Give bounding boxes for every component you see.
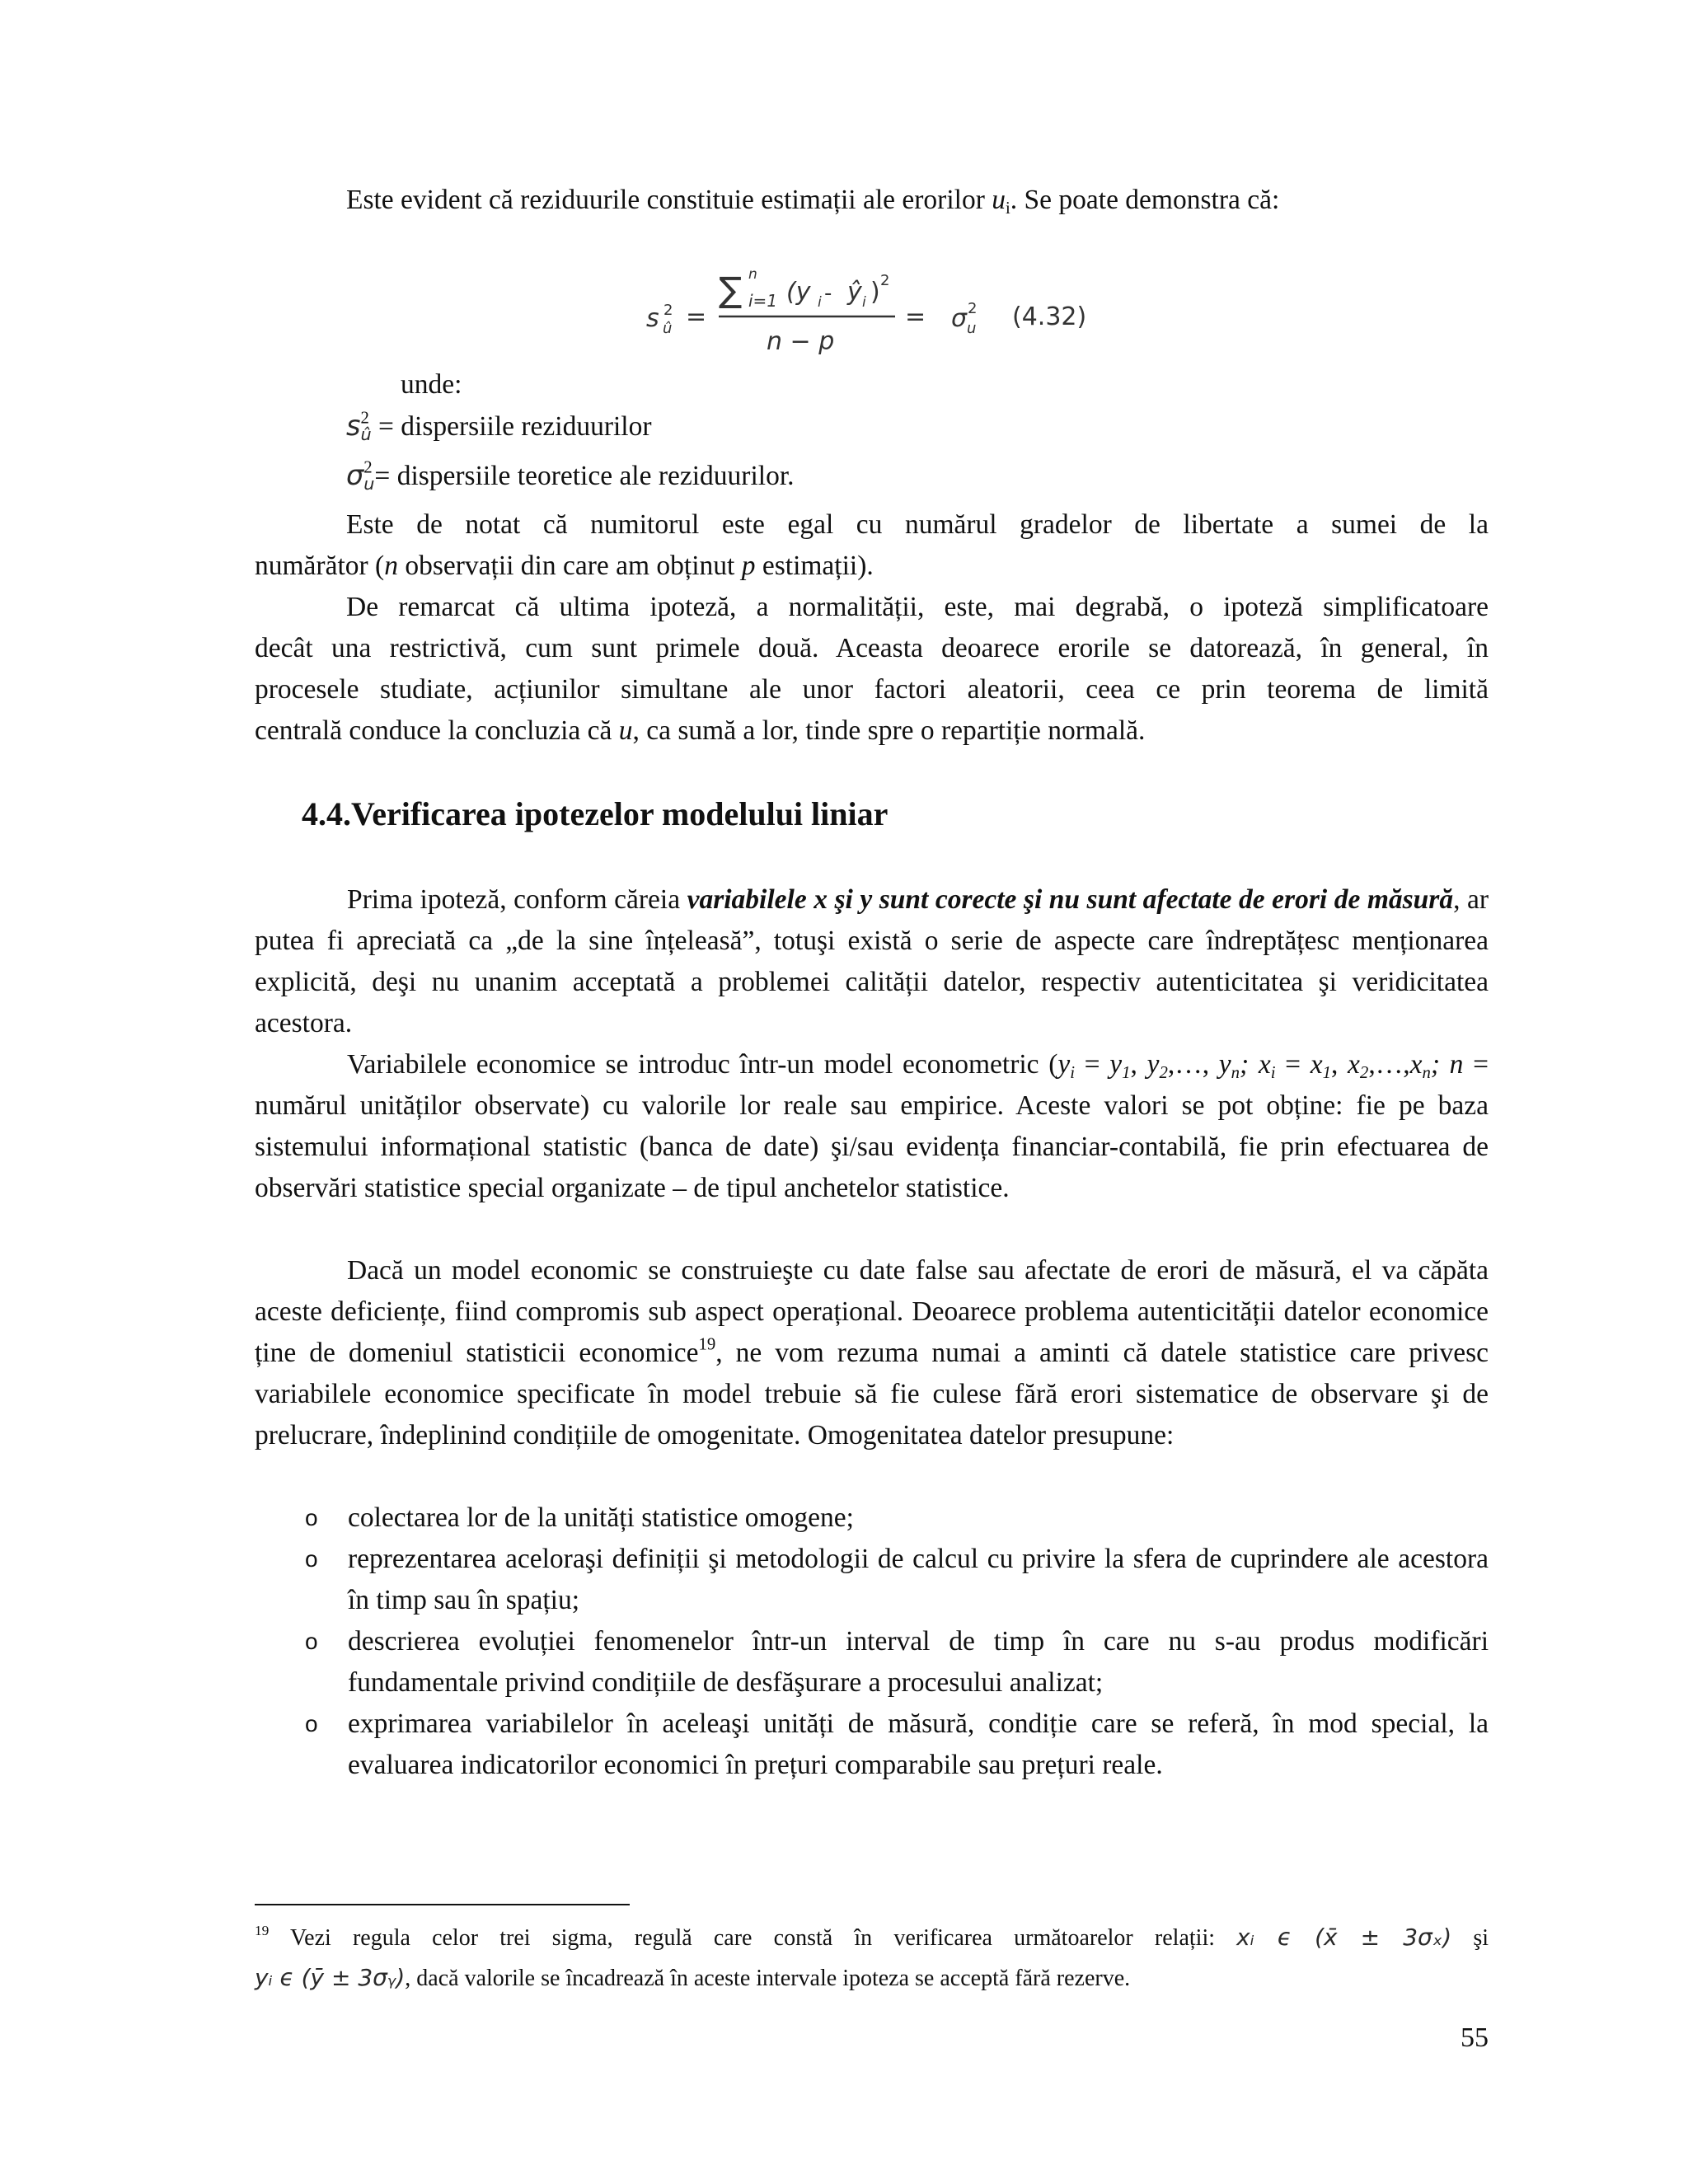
text-run: Variabilele economice se introduc într-un model econometric ( xyxy=(347,1049,1058,1080)
formula-paren-close: ) xyxy=(870,278,880,307)
var-p: p xyxy=(741,551,756,581)
formula-num-exp: 2 xyxy=(880,272,890,289)
text-run: = xyxy=(1275,1049,1311,1080)
text-run: = numărul unităților observate) cu valorile lor reale sau empirice. Aceste valori se pot obține: fie pe baza sistemului informațional statistic (banca de date) şi/sau evidența financiar-contabilă, fie prin efectuarea de observări statistice special organizate – de tipul anchetelor statistice. xyxy=(255,1049,1489,1203)
formula-yhat-sub: i xyxy=(862,294,866,311)
var: y xyxy=(1218,1049,1231,1080)
list-item-text: reprezentarea aceloraşi definiții şi metodologii de calcul cu privire la sfera de cuprindere ale acestora în timp sau în spațiu; xyxy=(348,1544,1489,1615)
def2-symbol: σ xyxy=(346,459,364,491)
formula-rhs-sup: 2 xyxy=(968,300,978,317)
formula-lhs-sub: û xyxy=(663,320,673,337)
formula-denominator: n − p xyxy=(767,327,835,356)
definition-theoretical-variance xyxy=(346,455,1335,497)
text-run: , ar putea fi apreciată ca „de la sine înțeleasă”, totuşi există o serie de aspecte care îndreptățesc menționarea explicită, deşi nu unanim acceptată a problemei calității datelor, respectiv autenticitatea şi veridicitatea acestora. xyxy=(255,884,1489,1038)
var-u: u xyxy=(992,185,1006,215)
emphasis: variabilele x şi y sunt corecte şi nu sunt afectate de erori de măsură xyxy=(687,884,1454,915)
formula-minus: - xyxy=(824,281,832,306)
formula-sum-bottom: i=1 xyxy=(748,291,778,311)
list-item xyxy=(302,1539,1489,1621)
text-run: , xyxy=(1331,1049,1348,1080)
def1-symbol: s xyxy=(346,410,361,442)
formula-4-32 xyxy=(643,265,1104,358)
def2-text: = dispersiile teoretice ale reziduurilor. xyxy=(374,461,795,491)
var: y xyxy=(1146,1049,1160,1080)
text-run: ; xyxy=(1430,1049,1450,1080)
var: y xyxy=(1109,1049,1123,1080)
subscript: n xyxy=(1422,1062,1431,1082)
text-line: procesele studiate, acțiunilor simultane ale unor factori aleatorii, ceea ce prin teorema de limită xyxy=(255,674,1489,705)
text-run: estimații). xyxy=(755,551,874,581)
subscript: i xyxy=(1270,1062,1276,1082)
text-run: , ne vom rezuma numai a aminti că datele statistice care privesc variabilele economice specificate în model trebuie să fie culese fără erori sistematice de observare şi de prelucrare, îndeplinind condițiile de omogenitate. Omogenitatea datelor presupune: xyxy=(255,1338,1489,1451)
var: n xyxy=(1449,1049,1464,1080)
text-run: centrală conduce la concluzia că xyxy=(255,715,619,746)
def2-sup: 2 xyxy=(363,457,373,477)
formula-rhs: σ xyxy=(951,304,968,333)
text-run: observații din care am obținut xyxy=(397,551,742,581)
formula-sum-top: n xyxy=(748,266,757,283)
subscript: 1 xyxy=(1322,1062,1331,1082)
formula-rhs-sub: u xyxy=(967,320,977,337)
text-run: ,…, xyxy=(1167,1049,1219,1080)
footnote-number: 19 xyxy=(255,1922,270,1938)
subscript: n xyxy=(1231,1062,1240,1082)
unde-label: unde: xyxy=(401,369,462,400)
paragraph-data-authenticity xyxy=(255,1250,1489,1456)
var: x xyxy=(1409,1049,1423,1080)
formula-yhat: ŷ xyxy=(847,278,862,307)
text-run: ,…, xyxy=(1368,1049,1410,1080)
var: x xyxy=(1348,1049,1360,1080)
formula-eq1: = xyxy=(686,302,707,331)
bullet-marker: o xyxy=(305,1629,318,1654)
def1-text: = dispersiile reziduurilor xyxy=(371,411,652,442)
subscript: i xyxy=(1005,198,1010,218)
def1-sup: 2 xyxy=(360,408,369,428)
text-line: decât una restrictivă, cum sunt primele două. Aceasta deoarece erorile se datorează, în general, în xyxy=(255,633,1489,663)
paragraph-normality xyxy=(255,587,1489,752)
footnote-line xyxy=(255,1958,1489,1999)
text-run: , ca sumă a lor, tinde spre o repartiție normală. xyxy=(632,715,1146,746)
bullet-marker: o xyxy=(305,1711,318,1736)
footnote-reference[interactable]: 19 xyxy=(698,1334,716,1354)
text-line: Este de notat că numitorul este egal cu numărul gradelor de libertate a sumei de la xyxy=(346,509,1489,540)
page-number: 55 xyxy=(1461,2022,1489,2053)
subscript: 2 xyxy=(1359,1062,1369,1082)
section-heading: 4.4.Verificarea ipotezelor modelului liniar xyxy=(302,795,889,832)
footnote-formula-x: xᵢ ϵ (x̄ ± 3σₓ) xyxy=(1236,1924,1452,1951)
equation-number: (4.32) xyxy=(1012,302,1087,331)
text-run: = xyxy=(1075,1049,1110,1080)
text-run: ; xyxy=(1240,1049,1259,1080)
text-line xyxy=(255,546,1489,587)
var: x xyxy=(1310,1049,1323,1080)
paragraph-degrees-of-freedom xyxy=(255,504,1489,587)
formula-sum-sign: ∑ xyxy=(719,269,743,310)
list-item xyxy=(302,1621,1489,1704)
text-run: şi xyxy=(1451,1925,1489,1951)
formula-num-y: (y xyxy=(786,278,811,307)
subscript: 2 xyxy=(1159,1062,1168,1082)
subscript: i xyxy=(1070,1062,1076,1082)
text-run: Prima ipoteză, conform căreia xyxy=(347,884,687,915)
text-line: De remarcat că ultima ipoteză, a normalității, este, mai degrabă, o ipoteză simplificatoare xyxy=(346,592,1489,622)
list-item xyxy=(302,1704,1489,1786)
text-run: . Se poate demonstra că: xyxy=(1010,185,1280,215)
footnote-separator xyxy=(255,1904,630,1905)
formula-lhs: s xyxy=(646,304,659,333)
formula-num-y-sub: i xyxy=(818,294,822,311)
definition-residual-variance xyxy=(346,405,1335,448)
homogeneity-list xyxy=(302,1497,1489,1786)
formula-svg xyxy=(643,265,1104,358)
text-run: Dacă un model economic se construieşte cu date false sau afectate de erori de măsură, el va căpăta aceste deficiențe, fiind compromis sub aspect operațional. Deoarece problema autenticității datelor economice ține de domeniul statisticii economice xyxy=(255,1255,1489,1368)
list-item-text: exprimarea variabilelor în aceleaşi unități de măsură, condiție care se referă, în mod special, la evaluarea indicatorilor economici în prețuri comparabile sau prețuri reale. xyxy=(348,1708,1489,1780)
text-run: , xyxy=(1130,1049,1147,1080)
var-u: u xyxy=(618,715,633,746)
def1-sub: û xyxy=(360,424,372,444)
formula-lhs-sup: 2 xyxy=(663,302,673,319)
bullet-marker: o xyxy=(305,1505,318,1530)
def2-sub: u xyxy=(363,473,375,494)
paragraph-economic-variables xyxy=(255,1044,1489,1209)
text-run: , dacă valorile se încadrează în aceste intervale ipoteza se acceptă fără rezerve. xyxy=(405,1966,1131,1991)
list-item xyxy=(302,1497,1489,1539)
text-run: numărător ( xyxy=(255,551,385,581)
intro-paragraph xyxy=(346,180,1500,221)
var: y xyxy=(1057,1049,1071,1080)
var-n: n xyxy=(384,551,398,581)
var: x xyxy=(1258,1049,1271,1080)
list-item-text: descrierea evoluției fenomenelor într-un interval de timp în care nu s-au produs modificări fundamentale privind condițiile de desfăşurare a procesului analizat; xyxy=(348,1626,1489,1698)
text-run: Este evident că reziduurile constituie estimații ale erorilor xyxy=(346,185,992,215)
paragraph-first-hypothesis xyxy=(255,879,1489,1044)
text-run: Vezi regula celor trei sigma, regulă care constă în verificarea următoarelor relații: xyxy=(269,1925,1237,1951)
formula-eq2: = xyxy=(905,302,926,331)
list-item-text: colectarea lor de la unități statistice omogene; xyxy=(348,1502,854,1533)
footnote xyxy=(255,1918,1489,1999)
subscript: 1 xyxy=(1122,1062,1131,1082)
text-line xyxy=(255,710,1489,752)
footnote-line xyxy=(255,1918,1489,1958)
footnote-formula-y: yᵢ ϵ (ȳ ± 3σᵧ) xyxy=(255,1964,406,1991)
bullet-marker: o xyxy=(305,1546,318,1572)
